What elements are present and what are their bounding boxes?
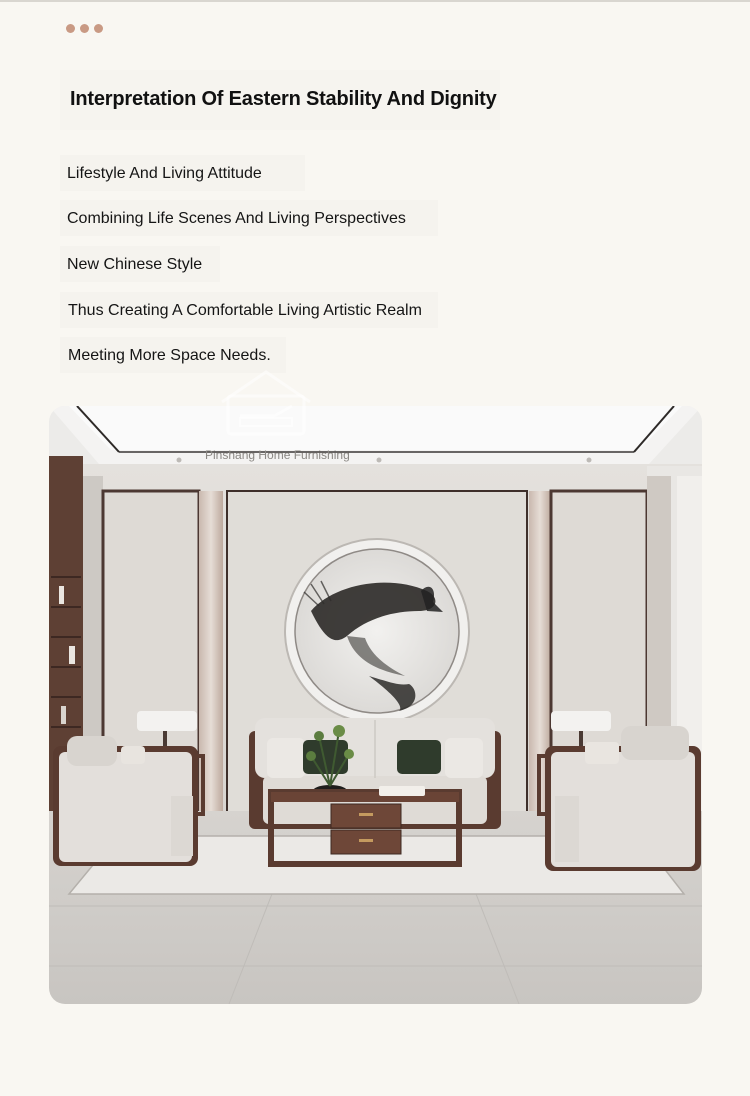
feature-line-3: New Chinese Style (67, 256, 203, 273)
top-divider (0, 0, 750, 2)
decoration-dots (66, 24, 103, 33)
feature-line-4: Thus Creating A Comfortable Living Artistic Realm (68, 302, 422, 319)
feature-line-1: Lifestyle And Living Attitude (67, 165, 262, 182)
dot-icon (66, 24, 75, 33)
dot-icon (94, 24, 103, 33)
dot-icon (80, 24, 89, 33)
brand-watermark: Pinshang Home Furnishing (205, 448, 350, 462)
feature-line-5: Meeting More Space Needs. (68, 347, 271, 364)
page-title: Interpretation Of Eastern Stability And Dignity (70, 88, 497, 110)
house-logo-icon (212, 366, 320, 438)
living-room-photo (49, 406, 702, 1004)
feature-line-2: Combining Life Scenes And Living Perspectives (67, 210, 406, 227)
